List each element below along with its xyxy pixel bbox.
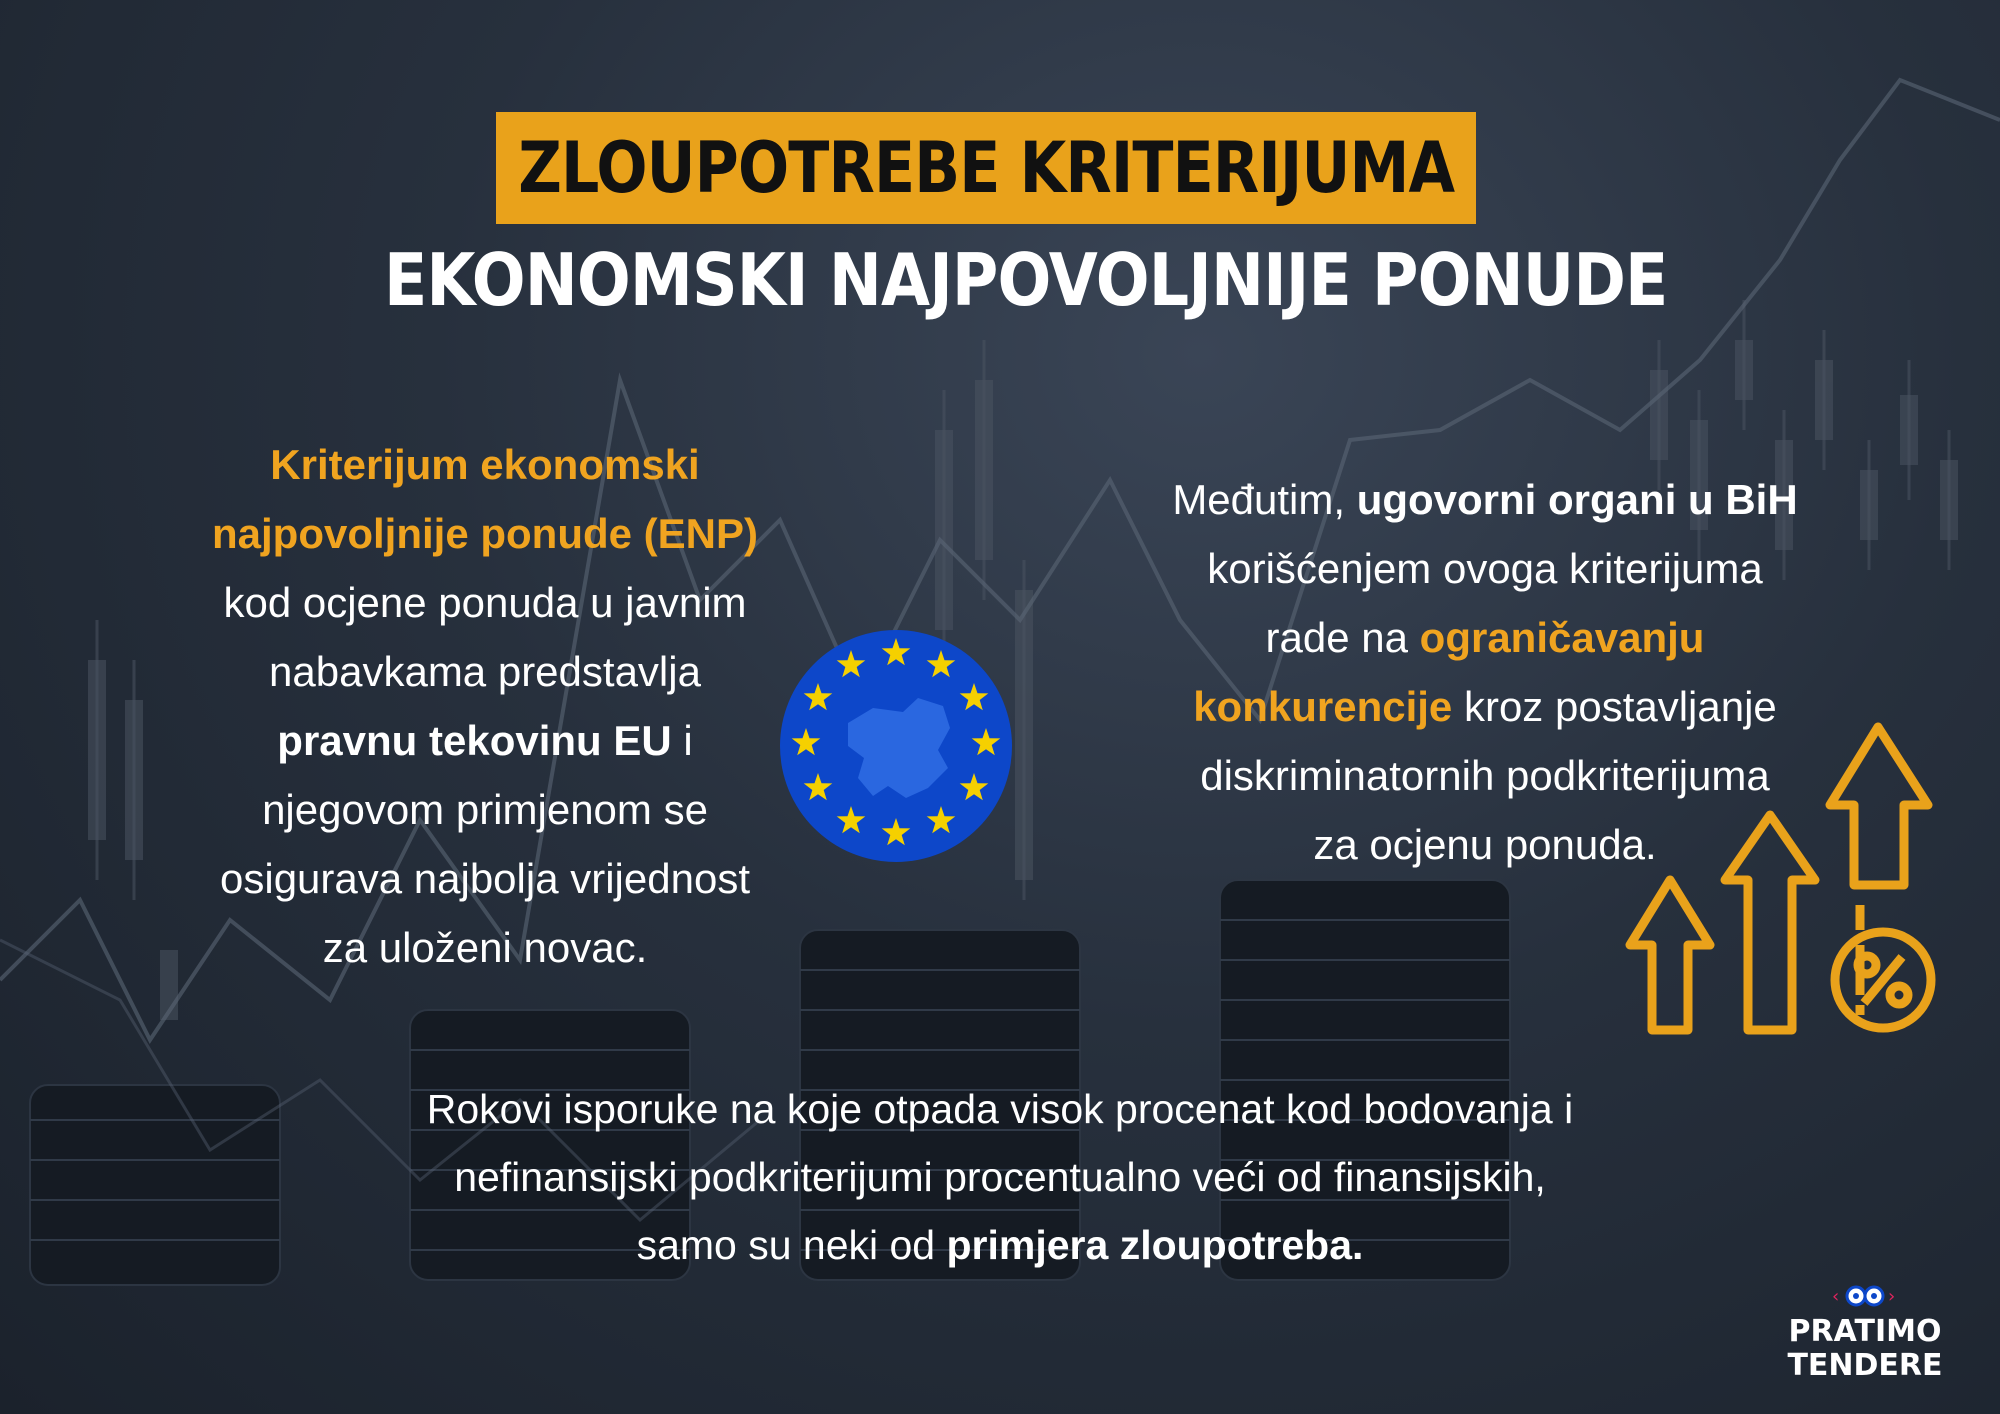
left-paragraph [120,430,850,982]
title-line-1: ZLOUPOTREBE KRITERIJUMA [517,127,1455,209]
right-accent-4: konkurencije [1193,683,1453,730]
growth-arrows-percent-icon [1620,715,1950,1035]
svg-text:›: › [1888,1286,1896,1307]
right-line-5: diskriminatornih podkriterijuma [1200,752,1770,799]
title-line-2: EKONOMSKI NAJPOVOLJNIJE PONUDE [384,238,1668,322]
right-line-2: korišćenjem ovoga kriterijuma [1207,545,1763,592]
eu-flag-europe-icon [778,628,1014,864]
pratimo-tendere-logo [1760,1280,1970,1400]
bottom-line-1: Rokovi isporuke na koje otpada visok procenat kod bodovanja i [426,1086,1574,1132]
left-line-3: kod ocjene ponuda u javnim [223,579,747,626]
left-line-4: nabavkama predstavlja [269,648,701,695]
right-lead-1: Međutim, [1172,476,1357,523]
bottom-lead-3: samo su neki od [636,1222,947,1268]
bottom-bold-3: primjera zloupotreba. [946,1222,1364,1268]
left-line-8: za uloženi novac. [322,924,648,971]
right-tail-4: kroz postavljanje [1452,683,1777,730]
bottom-paragraph [240,1075,1760,1279]
right-line-6: za ocjenu ponuda. [1313,821,1657,868]
logo-line-1: PRATIMO [1788,1314,1942,1349]
svg-text:‹: ‹ [1832,1286,1840,1307]
left-accent-2: najpovoljnije ponude (ENP) [212,510,758,557]
right-lead-3: rade na [1265,614,1420,661]
bottom-line-2: nefinansijski podkriterijumi procentualno veći od finansijskih, [454,1154,1546,1200]
left-accent-1: Kriterijum ekonomski [270,441,700,488]
left-bold-5: pravnu tekovinu EU [277,717,672,764]
left-line-7: osigurava najbolja vrijednost [220,855,750,902]
logo-line-2: TENDERE [1787,1348,1943,1383]
right-accent-3: ograničavanju [1419,614,1705,661]
left-tail-5: i [671,717,693,764]
binoculars-icon [1830,1280,1900,1310]
left-line-6: njegovom primjenom se [262,786,708,833]
title-banner [496,112,1476,224]
right-bold-1: ugovorni organi u BiH [1356,476,1798,523]
